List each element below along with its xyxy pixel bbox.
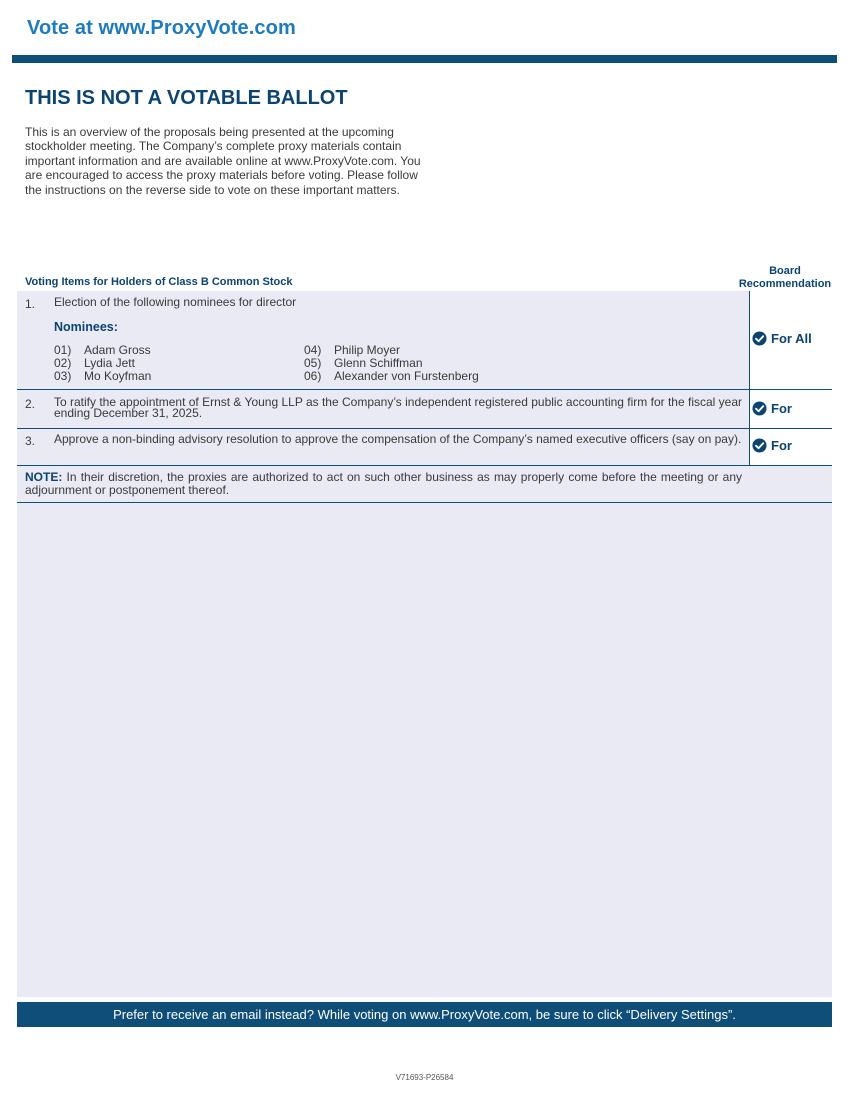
item-1-number: 1. xyxy=(25,297,36,311)
nominee-1-name: Adam Gross xyxy=(84,343,151,357)
note-paragraph xyxy=(25,471,742,497)
nominee-6-number: 06) xyxy=(304,369,322,383)
nominee-5 xyxy=(304,358,423,369)
nominee-4-number: 04) xyxy=(304,343,322,357)
nominee-4 xyxy=(304,345,400,356)
item-1-recommendation-label: For All xyxy=(771,331,812,346)
nominee-6 xyxy=(304,371,479,382)
row-divider xyxy=(17,428,832,429)
document-code: V71693-P26584 xyxy=(395,1073,454,1082)
nominee-1-number: 01) xyxy=(54,343,72,357)
board-recommendation-heading xyxy=(730,265,840,291)
nominee-1 xyxy=(54,345,151,356)
nominee-5-number: 05) xyxy=(304,356,322,370)
nominee-3 xyxy=(54,371,151,382)
row-divider xyxy=(17,389,832,390)
item-3-recommendation xyxy=(752,438,792,453)
item-3-text: Approve a non-binding advisory resolution to approve the compensation of the Company’s named executive officers (say on pay). xyxy=(54,432,742,446)
intro-paragraph: This is an overview of the proposals being presented at the upcoming stockholder meeting. The Company’s complete proxy materials contain important information and are available online at www.ProxyVote.com. You are encouraged to access the proxy materials before voting. Please follow the instructions on the reverse side to vote on these important matters. xyxy=(25,125,421,197)
row-divider xyxy=(17,465,832,466)
item-1-text: Election of the following nominees for director xyxy=(54,295,297,309)
page-title: THIS IS NOT A VOTABLE BALLOT xyxy=(25,87,348,109)
check-circle-icon xyxy=(752,438,767,453)
check-circle-icon xyxy=(752,331,767,346)
nominees-label: Nominees: xyxy=(54,320,118,334)
note-label: NOTE: xyxy=(25,470,63,484)
nominee-2-number: 02) xyxy=(54,356,72,370)
nominee-2 xyxy=(54,358,135,369)
voting-items-heading: Voting Items for Holders of Class B Common Stock xyxy=(25,276,293,288)
item-1-recommendation xyxy=(752,331,812,346)
nominee-3-number: 03) xyxy=(54,369,72,383)
proxyvote-link[interactable]: Vote at www.ProxyVote.com xyxy=(27,17,296,39)
check-circle-icon xyxy=(752,401,767,416)
nominee-3-name: Mo Koyfman xyxy=(84,369,152,383)
row-divider xyxy=(17,502,832,503)
delivery-settings-banner: Prefer to receive an email instead? While voting on www.ProxyVote.com, be sure to click “Delivery Settings”. xyxy=(17,1002,832,1027)
board-heading-line1: Board xyxy=(769,265,801,277)
item-2-text: To ratify the appointment of Ernst & Young LLP as the Company’s independent registered public accounting firm for the fiscal year ending December 31, 2025. xyxy=(54,395,742,420)
item-3-number: 3. xyxy=(25,434,36,448)
item-2-number: 2. xyxy=(25,397,36,411)
nominee-2-name: Lydia Jett xyxy=(84,356,135,370)
nominee-4-name: Philip Moyer xyxy=(334,343,401,357)
item-2-recommendation-label: For xyxy=(771,401,792,416)
board-heading-line2: Recommendation xyxy=(738,278,832,290)
nominee-6-name: Alexander von Furstenberg xyxy=(334,369,479,383)
header-divider xyxy=(12,55,837,63)
note-text: In their discretion, the proxies are authorized to act on such other business as may properly come before the meeting or any adjournment or postponement thereof. xyxy=(25,470,742,497)
nominee-5-name: Glenn Schiffman xyxy=(334,356,423,370)
item-3-recommendation-label: For xyxy=(771,438,792,453)
item-2-recommendation xyxy=(752,401,792,416)
